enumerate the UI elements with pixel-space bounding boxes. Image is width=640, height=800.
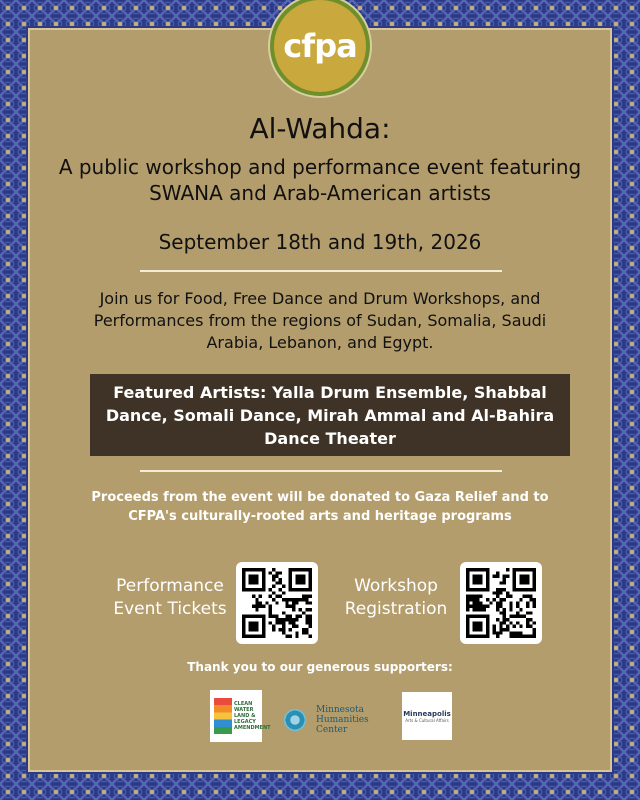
event-title: Al-Wahda: <box>249 112 391 145</box>
event-dates: September 18th and 19th, 2026 <box>158 230 482 254</box>
workshop-registration-label: Workshop Registration <box>344 576 448 619</box>
humanities-line-1: Minnesota <box>316 705 365 715</box>
humanities-line-3: Center <box>316 725 348 735</box>
minneapolis-text: Minneapolis <box>403 709 451 718</box>
cfpa-logo <box>274 0 366 92</box>
performance-tickets-label: Performance Event Tickets <box>113 576 227 619</box>
qr-pattern-1 <box>242 568 312 638</box>
poster-panel <box>30 27 610 770</box>
minneapolis-arts-logo <box>402 692 452 740</box>
featured-artists-text: Featured Artists: Yalla Drum Ensemble, Shabbal Dance, Somali Dance, Mirah Ammal and Al-Bahira Dance Theater <box>105 382 555 448</box>
humanities-circle-icon <box>284 709 306 731</box>
minneapolis-subtext: Arts & Cultural Affairs <box>405 717 449 723</box>
performance-tickets-qr-code[interactable] <box>236 562 318 644</box>
proceeds-note: Proceeds from the event will be donated to Gaza Relief and to CFPA's culturally-rooted arts and heritage programs <box>91 490 549 524</box>
humanities-line-2: Humanities <box>316 715 369 725</box>
divider-bottom <box>140 470 502 472</box>
workshop-registration-qr-code[interactable] <box>460 562 542 644</box>
clean-water-text: CLEAN WATER LAND & LEGACY AMENDMENT <box>234 701 271 731</box>
divider-top <box>140 270 502 272</box>
featured-artists-box <box>90 374 570 456</box>
minnesota-humanities-logo <box>284 702 384 738</box>
qr-pattern-2 <box>466 568 536 638</box>
logo-text: cfpa <box>283 27 357 65</box>
supporters-heading: Thank you to our generous supporters: <box>187 660 453 674</box>
humanities-text <box>316 705 369 735</box>
clean-water-legacy-logo <box>210 690 271 742</box>
legacy-color-bars <box>214 698 232 734</box>
event-subtitle: A public workshop and performance event featuring SWANA and Arab-American artists <box>58 155 582 205</box>
event-intro: Join us for Food, Free Dance and Drum Workshops, and Performances from the regions of Sudan, Somalia, Saudi Arabia, Lebanon, and Egypt. <box>93 289 547 352</box>
